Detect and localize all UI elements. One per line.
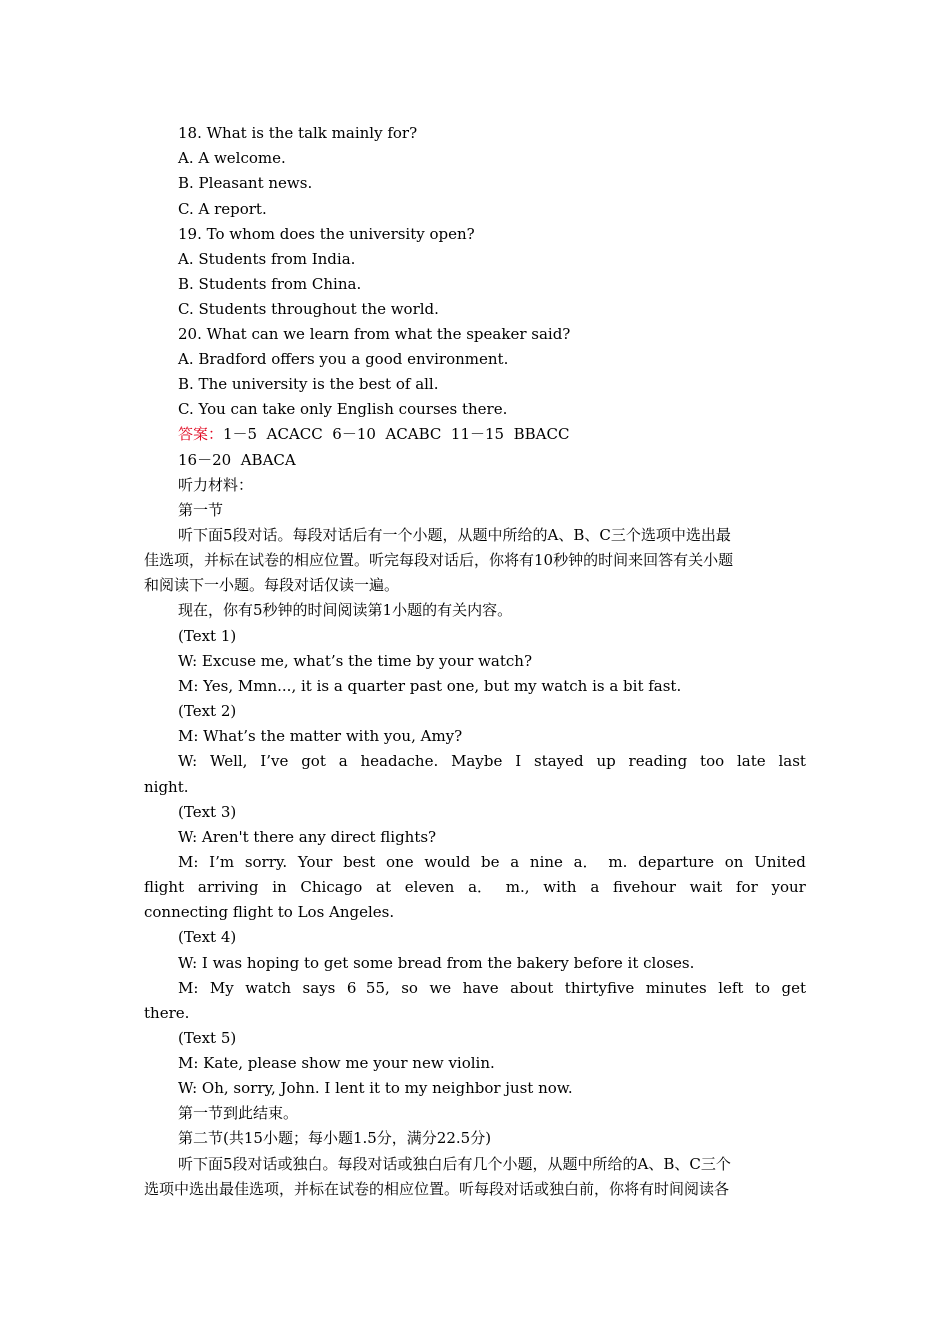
question-19-option-c: C. Students throughout the world. [178, 300, 439, 318]
question-18-option-c: C. A report. [178, 200, 267, 218]
word: last [778, 752, 806, 770]
word: we [429, 979, 452, 997]
text-2-woman-line-2: night. [144, 778, 189, 796]
question-19-option-a: A. Students from India. [178, 250, 356, 268]
text-5-man: M: Kate, please show me your new violin. [178, 1054, 495, 1072]
text-3-man-line-1 [178, 852, 806, 872]
text-3-label: (Text 3) [178, 803, 237, 821]
text-2-woman-line-1 [178, 751, 806, 771]
word: a [590, 878, 600, 896]
section-2-instructions-line-2: 选项中选出最佳选项，并标在试卷的相应位置。听每段对话或独白前，你将有时间阅读各 [144, 1180, 730, 1198]
question-20-option-b: B. The university is the best of all. [178, 375, 439, 393]
word: best [343, 853, 376, 871]
word: have [462, 979, 499, 997]
word: a [510, 853, 520, 871]
word: a． [573, 853, 598, 871]
text-4-woman: W: I was hoping to get some bread from the bakery before it closes. [178, 954, 695, 972]
text-1-label: (Text 1) [178, 627, 237, 645]
word: fivehour [613, 878, 676, 896]
word: m., [505, 878, 530, 896]
section-1-title: 第一节 [178, 501, 224, 519]
word: to [754, 979, 770, 997]
word: M: [178, 979, 199, 997]
word: W: [178, 752, 198, 770]
word: got [301, 752, 326, 770]
word: too [700, 752, 725, 770]
word: minutes [645, 979, 707, 997]
question-18-option-b: B. Pleasant news. [178, 174, 313, 192]
word: be [481, 853, 500, 871]
text-1-woman: W: Excuse me, what’s the time by your watch? [178, 652, 532, 670]
word: one [386, 853, 414, 871]
word: flight [144, 878, 185, 896]
text-3-man-line-3: connecting flight to Los Angeles. [144, 903, 395, 921]
word: Your [297, 853, 333, 871]
word: departure [638, 853, 715, 871]
word: I’ve [260, 752, 289, 770]
answer-values-1: 1－5 ACACC 6－10 ACABC 11－15 BBACC [223, 425, 570, 443]
word: wait [689, 878, 723, 896]
word: about [510, 979, 554, 997]
question-20-option-c: C. You can take only English courses there. [178, 400, 508, 418]
word: reading [628, 752, 688, 770]
section-2-instructions-line-1: 听下面5段对话或独白。每段对话或独白后有几个小题，从题中所给的A、B、C三个 [178, 1155, 731, 1173]
word: I’m [209, 853, 235, 871]
question-18-stem: 18. What is the talk mainly for? [178, 124, 418, 142]
word: arriving [197, 878, 259, 896]
word: eleven [404, 878, 455, 896]
text-2-man: M: What’s the matter with you, Amy? [178, 727, 463, 745]
section-2-title: 第二节(共15小题；每小题1.5分，满分22.5分) [178, 1129, 492, 1147]
word: says [302, 979, 336, 997]
answer-key-line-2: 16－20 ABACA [178, 451, 296, 469]
word: nine [529, 853, 563, 871]
text-5-woman: W: Oh, sorry, John. I lent it to my neighbor just now. [178, 1079, 573, 1097]
word: United [754, 853, 806, 871]
answer-label: 答案： [178, 425, 224, 443]
text-3-man-line-2 [144, 877, 806, 897]
question-19-option-b: B. Students from China. [178, 275, 362, 293]
word: left [718, 979, 744, 997]
word: at [376, 878, 392, 896]
word: would [424, 853, 471, 871]
word: Chicago [300, 878, 363, 896]
question-20-stem: 20. What can we learn from what the speaker said? [178, 325, 571, 343]
text-3-woman: W: Aren't there any direct flights? [178, 828, 437, 846]
word: thirtyfive [564, 979, 635, 997]
question-19-stem: 19. To whom does the university open? [178, 225, 475, 243]
text-1-man: M: Yes, Mmn..., it is a quarter past one, but my watch is a bit fast. [178, 677, 682, 695]
word: your [771, 878, 806, 896]
word: m. [608, 853, 628, 871]
word: on [724, 853, 744, 871]
word: so [401, 979, 418, 997]
section-1-instructions-line-1: 听下面5段对话。每段对话后有一个小题，从题中所给的A、B、C三个选项中选出最 [178, 526, 731, 544]
word: My [209, 979, 234, 997]
word: get [781, 979, 806, 997]
word: watch [245, 979, 292, 997]
word: a． [468, 878, 493, 896]
word: in [272, 878, 287, 896]
word: late [736, 752, 766, 770]
question-18-option-a: A. A welcome. [178, 149, 286, 167]
section-1-end: 第一节到此结束。 [178, 1104, 299, 1122]
word: headache. [360, 752, 439, 770]
text-4-man-line-1 [178, 978, 806, 998]
word: sorry. [244, 853, 288, 871]
answer-key-line-1 [178, 424, 569, 444]
word: up [596, 752, 616, 770]
word: stayed [533, 752, 584, 770]
section-1-instructions-line-2: 佳选项，并标在试卷的相应位置。听完每段对话后，你将有10秒钟的时间来回答有关小题 [144, 551, 734, 569]
word: a [338, 752, 348, 770]
text-2-label: (Text 2) [178, 702, 237, 720]
transcript-heading: 听力材料： [178, 476, 254, 494]
word: with [543, 878, 577, 896]
word: Maybe [451, 752, 503, 770]
word: Well, [210, 752, 248, 770]
word: I [515, 752, 522, 770]
text-4-label: (Text 4) [178, 928, 237, 946]
word: 6 55, [346, 979, 390, 997]
question-20-option-a: A. Bradford offers you a good environment. [178, 350, 509, 368]
section-1-instructions-line-3: 和阅读下一小题。每段对话仅读一遍。 [144, 576, 400, 594]
word: M: [178, 853, 199, 871]
text-5-label: (Text 5) [178, 1029, 237, 1047]
reading-time-note: 现在，你有5秒钟的时间阅读第1小题的有关内容。 [178, 601, 513, 619]
text-4-man-line-2: there. [144, 1004, 190, 1022]
word: for [735, 878, 758, 896]
